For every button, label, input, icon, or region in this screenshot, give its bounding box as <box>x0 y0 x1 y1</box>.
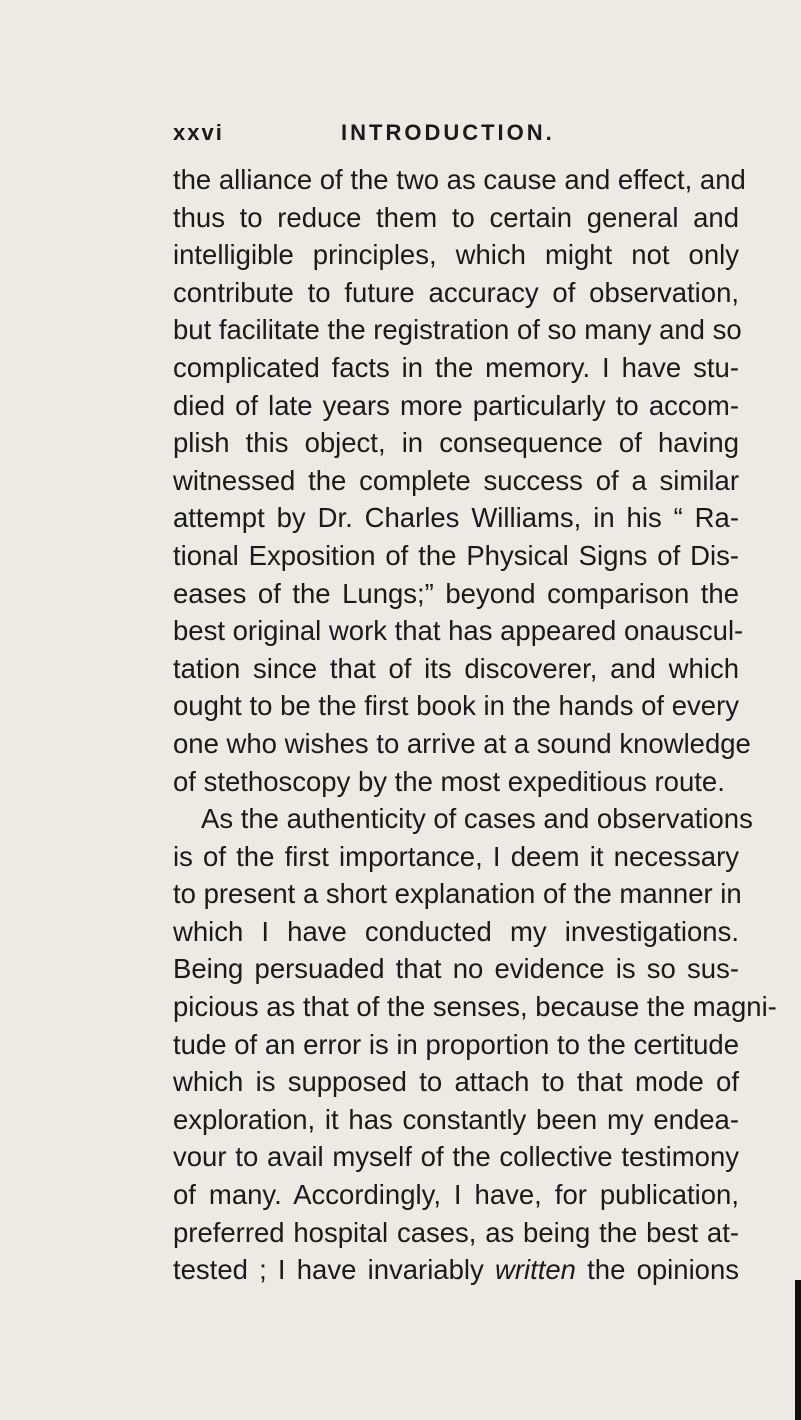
text-line: preferred hospital cases, as being the best at- <box>173 1216 739 1248</box>
text-line: one who wishes to arrive at a sound knowledge <box>173 727 751 759</box>
running-head-title: INTRODUCTION. <box>341 120 555 145</box>
text-line: of many. Accordingly, I have, for publication, <box>173 1179 739 1211</box>
text-line: is of the first importance, I deem it necessary <box>173 840 739 872</box>
text-line: of stethoscopy by the most expeditious route. <box>173 765 725 797</box>
text-line: vour to avail myself of the collective testimony <box>173 1141 739 1173</box>
text-line: tude of an error is in proportion to the certitude <box>173 1028 739 1060</box>
text-line: which is supposed to attach to that mode of <box>173 1066 739 1098</box>
text-line: tation since that of its discoverer, and which <box>173 652 739 684</box>
page-number: xxvi <box>173 120 224 145</box>
text-line: but facilitate the registration of so many and so <box>173 314 742 346</box>
text-line: Being persuaded that no evidence is so sus- <box>173 953 739 985</box>
text-line: exploration, it has constantly been my endea- <box>173 1103 739 1135</box>
final-line-end: the opinions <box>587 1254 740 1286</box>
running-head <box>173 120 773 150</box>
text-line: complicated facts in the memory. I have stu- <box>173 351 739 383</box>
final-line-start: tested ; I have invariably <box>173 1254 484 1286</box>
body-text <box>173 161 777 1289</box>
text-line: to present a short explanation of the manner in <box>173 878 742 910</box>
page-edge-shadow <box>795 1280 801 1420</box>
text-line: best original work that has appeared onauscul- <box>173 615 744 647</box>
text-line: contribute to future accuracy of observation, <box>173 276 739 308</box>
text-line: tional Exposition of the Physical Signs of Dis- <box>173 539 739 571</box>
text-line: thus to reduce them to certain general and <box>173 201 739 233</box>
italic-word: written <box>494 1254 576 1286</box>
text-line: picious as that of the senses, because the magni- <box>173 991 777 1023</box>
text-line: attempt by Dr. Charles Williams, in his “ Ra- <box>173 502 739 534</box>
text-line: died of late years more particularly to accom- <box>173 389 739 421</box>
text-line: plish this object, in consequence of having <box>173 427 739 459</box>
text-line: eases of the Lungs;” beyond comparison the <box>173 577 739 609</box>
text-line: ought to be the first book in the hands of every <box>173 690 739 722</box>
paragraph-start-line: As the authenticity of cases and observations <box>201 803 753 835</box>
text-line: intelligible principles, which might not only <box>173 239 739 271</box>
text-line: which I have conducted my investigations. <box>173 915 739 947</box>
final-text-line <box>173 1251 739 1289</box>
text-line: witnessed the complete success of a similar <box>173 464 739 496</box>
text-line: the alliance of the two as cause and effect, and <box>173 164 746 195</box>
